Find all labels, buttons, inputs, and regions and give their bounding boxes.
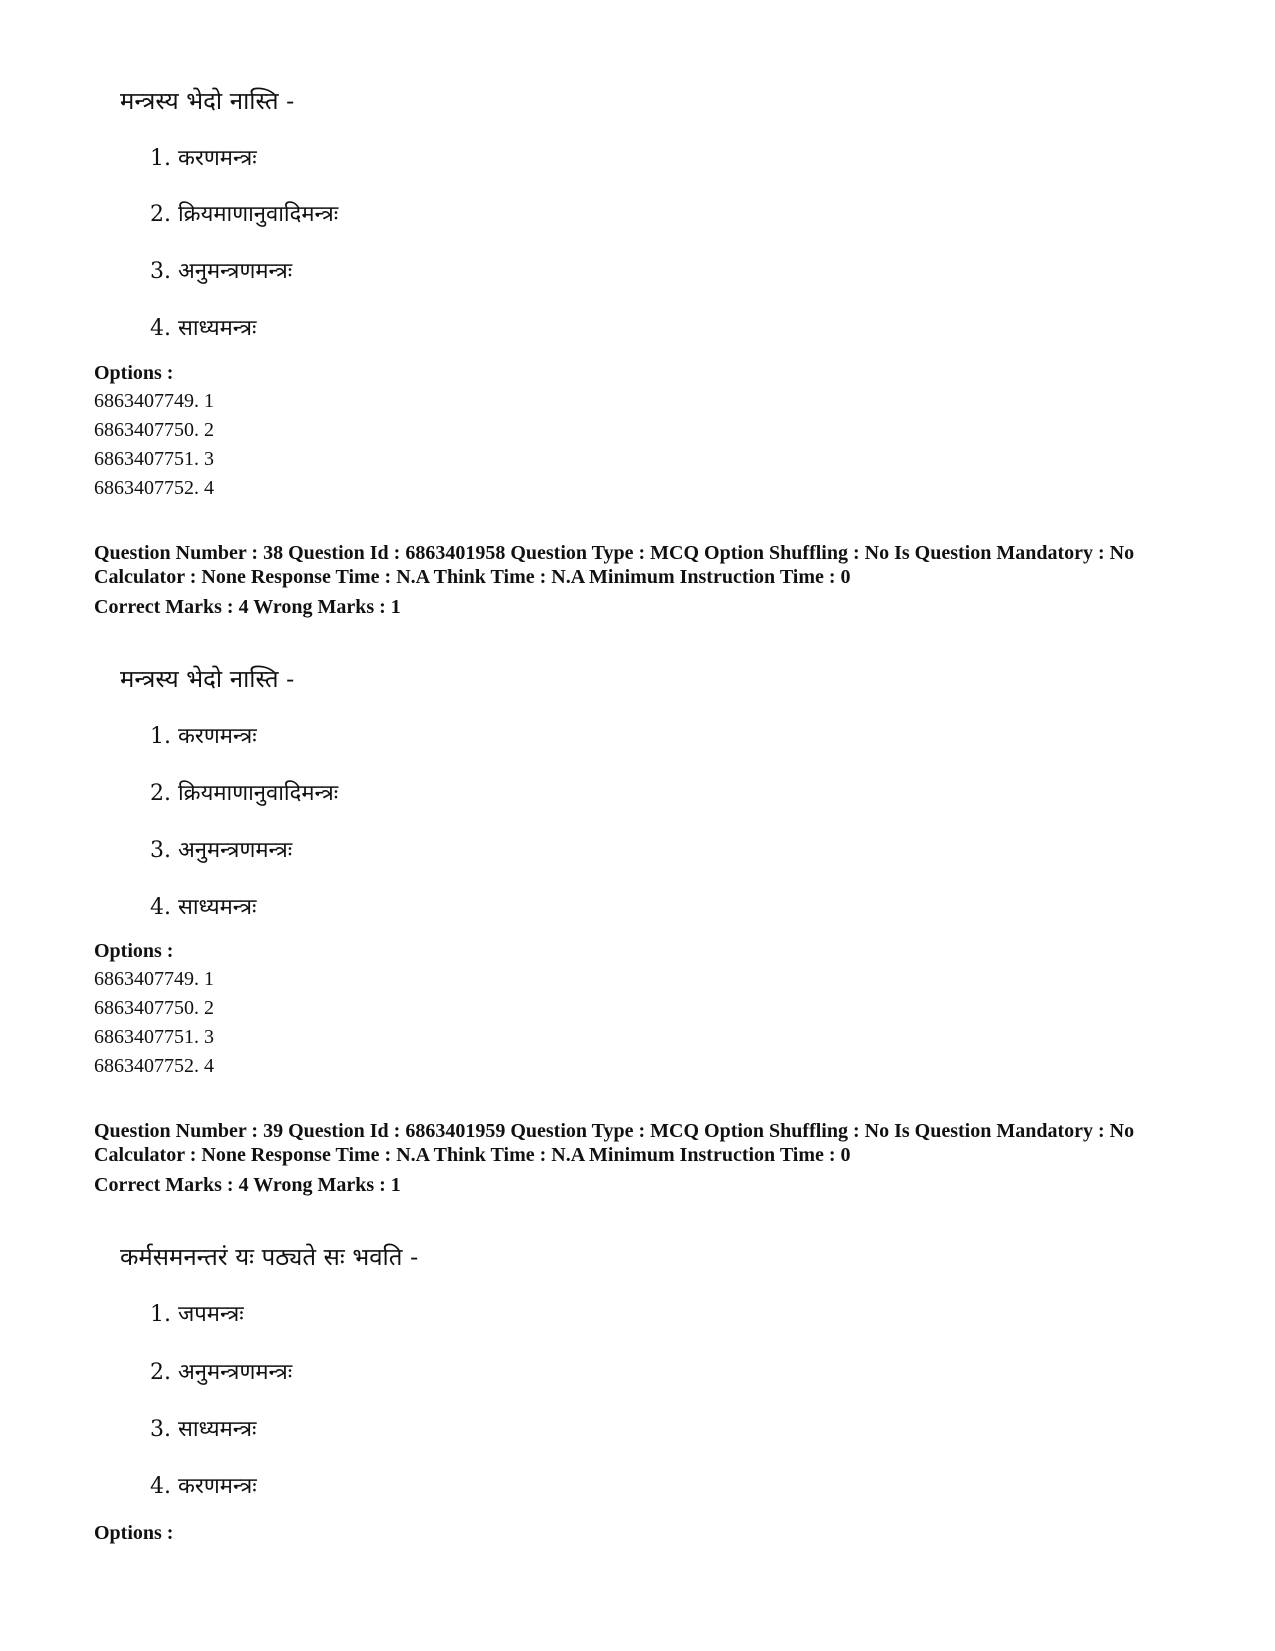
choice-item: 1. करणमन्त्रः: [150, 724, 257, 749]
choice-item: 4. साध्यमन्त्रः: [150, 895, 257, 920]
choice-item: 1. जपमन्त्रः: [150, 1302, 244, 1327]
option-item: 6863407749. 1: [94, 390, 214, 412]
marks-line: Correct Marks : 4 Wrong Marks : 1: [94, 596, 401, 618]
option-item: 6863407751. 3: [94, 1026, 214, 1048]
choice-item: 3. अनुमन्त्रणमन्त्रः: [150, 259, 293, 284]
question-meta: Question Number : 38 Question Id : 6863401958 Question Type : MCQ Option Shuffling : No Is Question Mandatory : No Calculator : None Response Time : N.A Think Time : N.A Minimum Instruction Time : 0: [94, 542, 1135, 588]
option-item: 6863407752. 4: [94, 1055, 214, 1077]
choice-item: 1. करणमन्त्रः: [150, 146, 257, 171]
choice-item: 4. करणमन्त्रः: [150, 1474, 257, 1499]
option-item: 6863407750. 2: [94, 997, 214, 1019]
options-label: Options :: [94, 362, 174, 384]
options-label: Options :: [94, 1522, 174, 1544]
options-label: Options :: [94, 940, 174, 962]
question-stem: मन्त्रस्य भेदो नास्ति -: [120, 87, 295, 115]
question-stem: कर्मसमनन्तरं यः पठ्यते सः भवति -: [120, 1243, 419, 1271]
option-item: 6863407751. 3: [94, 448, 214, 470]
choice-item: 2. अनुमन्त्रणमन्त्रः: [150, 1360, 293, 1385]
option-item: 6863407749. 1: [94, 968, 214, 990]
choice-item: 3. अनुमन्त्रणमन्त्रः: [150, 838, 293, 863]
choice-item: 4. साध्यमन्त्रः: [150, 316, 257, 341]
question-stem: मन्त्रस्य भेदो नास्ति -: [120, 665, 295, 693]
choice-item: 2. क्रियमाणानुवादिमन्त्रः: [150, 202, 339, 227]
choice-item: 2. क्रियमाणानुवादिमन्त्रः: [150, 781, 339, 806]
marks-line: Correct Marks : 4 Wrong Marks : 1: [94, 1174, 401, 1196]
option-item: 6863407750. 2: [94, 419, 214, 441]
question-meta: Question Number : 39 Question Id : 6863401959 Question Type : MCQ Option Shuffling : No Is Question Mandatory : No Calculator : None Response Time : N.A Think Time : N.A Minimum Instruction Time : 0: [94, 1120, 1135, 1166]
option-item: 6863407752. 4: [94, 477, 214, 499]
choice-item: 3. साध्यमन्त्रः: [150, 1417, 257, 1442]
